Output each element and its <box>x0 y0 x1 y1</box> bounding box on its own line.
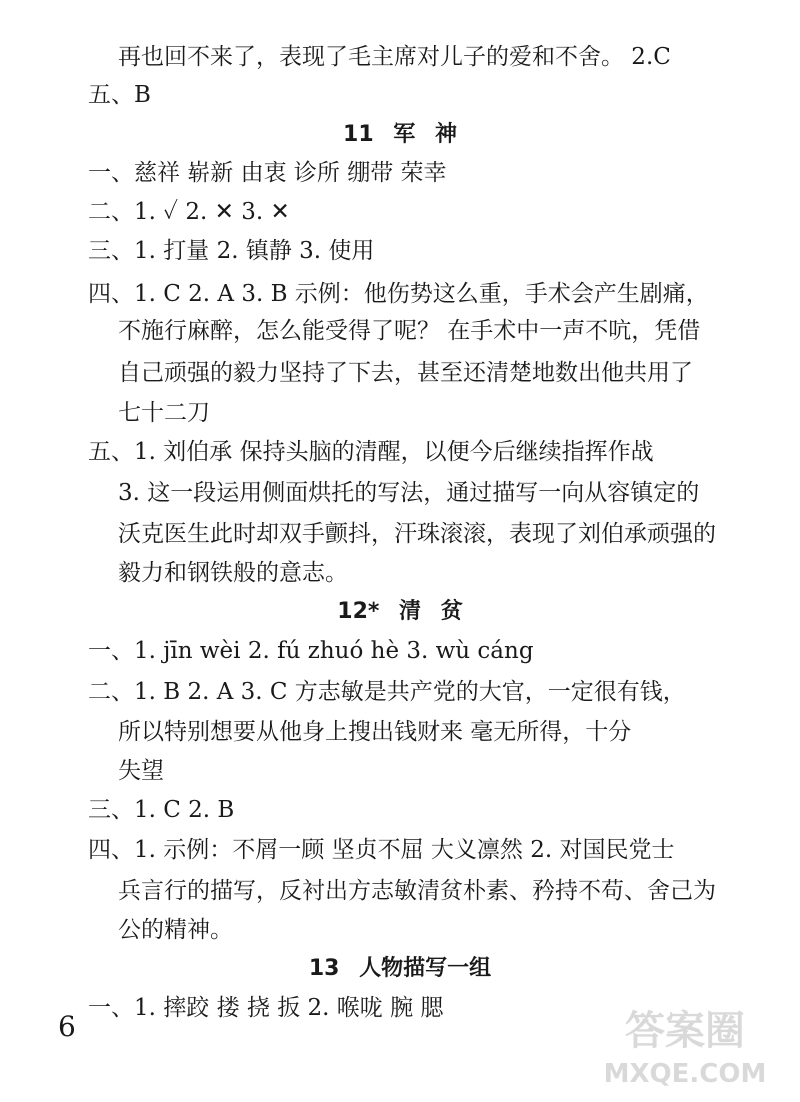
text-line: 3. 这一段运用侧面烘托的写法，通过描写一向从容镇定的 <box>118 480 700 506</box>
text-line: 二、1. ✓ 2. ✕ 3. ✕ <box>88 199 290 225</box>
section-title-12: 12* 清 贫 <box>337 599 463 624</box>
watermark-bottom: MXQE.COM <box>603 1059 767 1089</box>
text-line: 四、1. 示例：不屑一顾 坚贞不屈 大义凛然 2. 对国民党士 <box>88 837 675 863</box>
text-line: 七十二刀 <box>118 400 210 426</box>
text-line: 三、1. C 2. B <box>88 797 235 823</box>
watermark-top: 答案圈 <box>625 1008 745 1054</box>
text-line: 毅力和钢铁般的意志。 <box>118 560 348 586</box>
page-number: 6 <box>58 1010 76 1043</box>
text-line: 兵言行的描写，反衬出方志敏清贫朴素、矜持不苟、舍己为 <box>118 878 716 904</box>
text-line: 沃克医生此时却双手颤抖，汗珠滚滚，表现了刘伯承顽强的 <box>118 521 716 547</box>
text-line: 一、慈祥 崭新 由衷 诊所 绷带 荣幸 <box>88 160 447 186</box>
text-line: 失望 <box>118 758 164 784</box>
text-line: 公的精神。 <box>118 917 233 943</box>
watermark-logo <box>590 1002 780 1092</box>
text-line: 五、1. 刘伯承 保持头脑的清醒，以便今后继续指挥作战 <box>88 439 654 465</box>
text-line: 二、1. B 2. A 3. C 方志敏是共产党的大官，一定很有钱， <box>88 679 686 705</box>
text-line: 自己顽强的毅力坚持了下去，甚至还清楚地数出他共用了 <box>118 360 693 386</box>
text-line: 再也回不来了，表现了毛主席对儿子的爱和不舍。 2.C <box>118 44 671 70</box>
text-line: 不施行麻醉，怎么能受得了呢？ 在手术中一声不吭，凭借 <box>118 318 701 344</box>
section-title-13: 13 人物描写一组 <box>308 956 492 981</box>
text-line: 一、1. jīn wèi 2. fú zhuó hè 3. wù cáng <box>88 638 534 664</box>
text-line: 四、1. C 2. A 3. B 示例：他伤势这么重，手术会产生剧痛， <box>88 281 709 307</box>
text-line: 所以特别想要从他身上搜出钱财来 毫无所得，十分 <box>118 719 632 745</box>
section-title-11: 11 军 神 <box>343 122 457 147</box>
text-line: 一、1. 摔跤 搂 挠 扳 2. 喉咙 腕 腮 <box>88 995 444 1021</box>
text-line: 三、1. 打量 2. 镇静 3. 使用 <box>88 238 375 264</box>
text-line: 五、B <box>88 82 151 108</box>
